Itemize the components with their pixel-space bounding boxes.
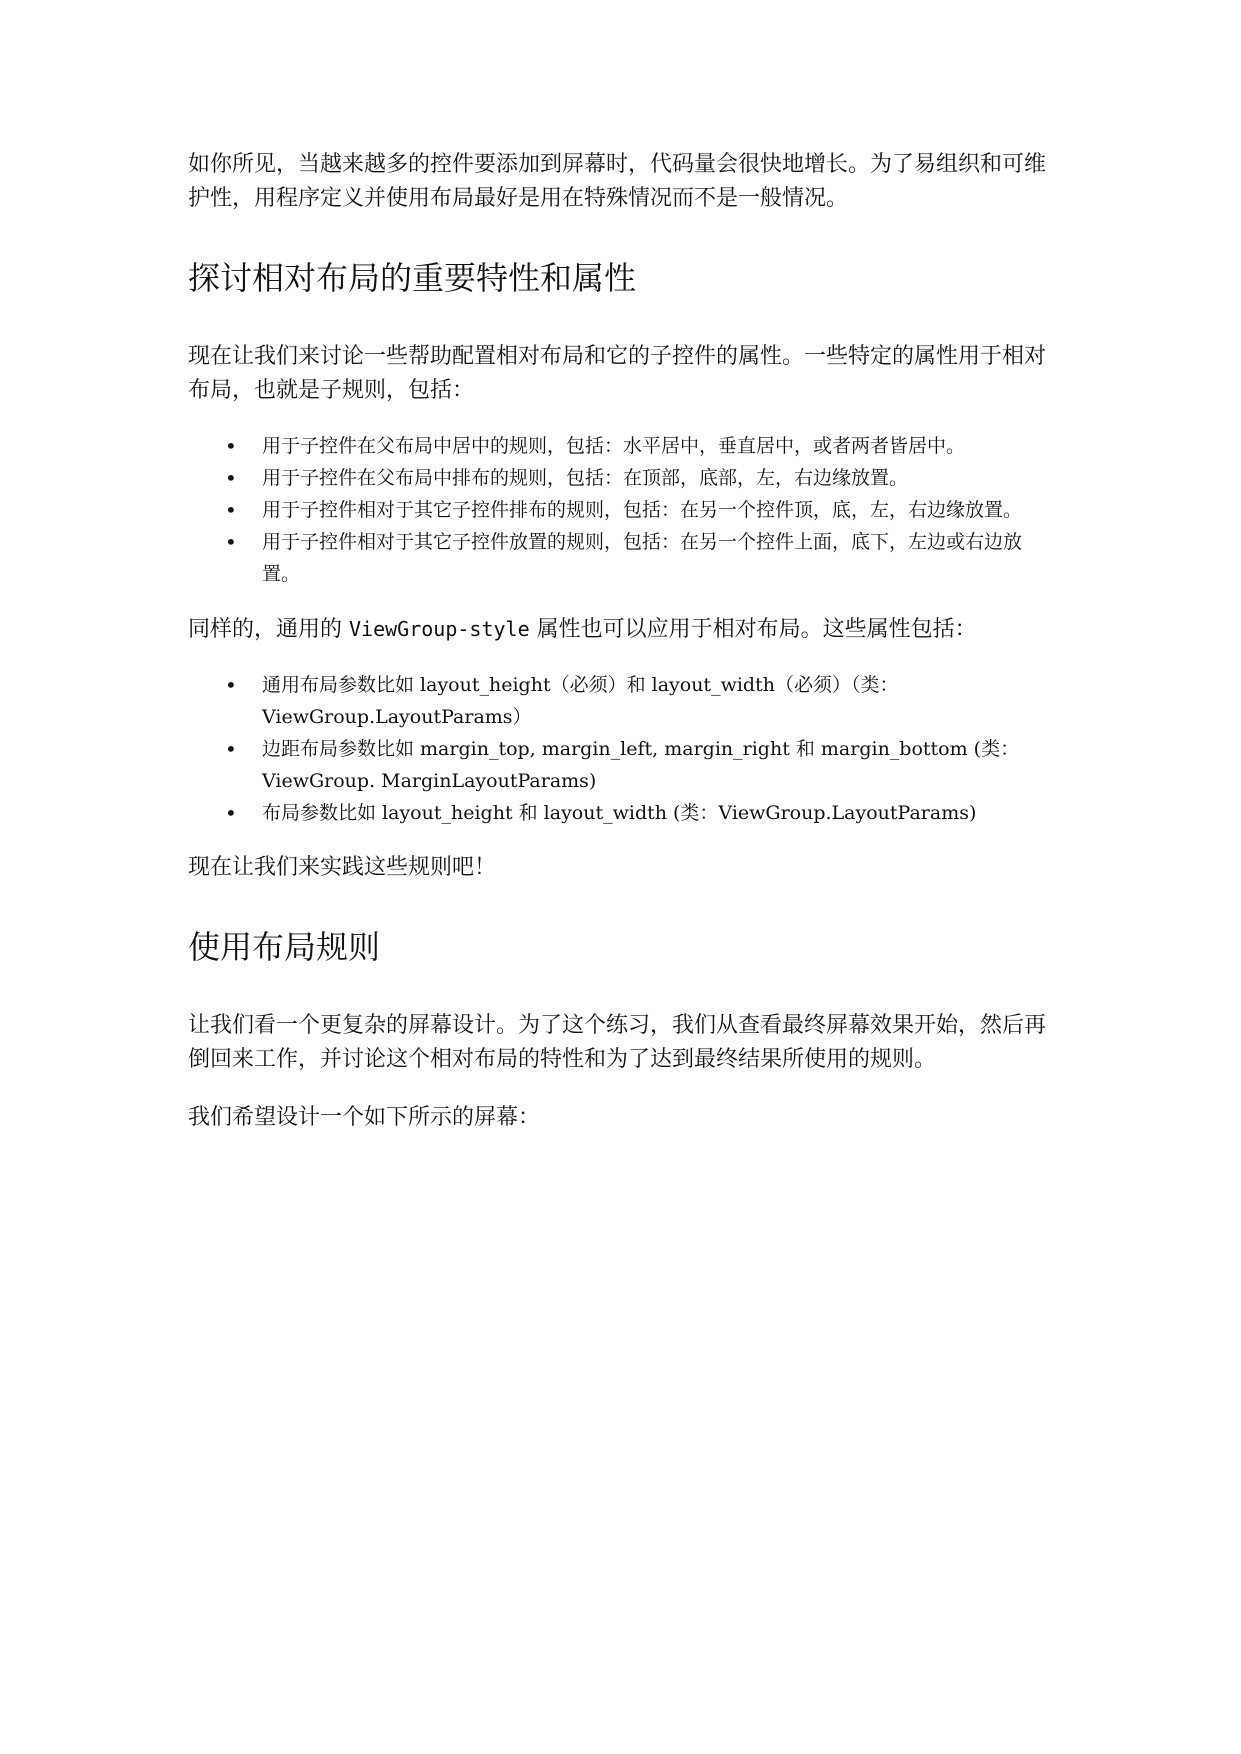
target-screen-paragraph: 我们希望设计一个如下所示的屏幕： [188,1105,541,1130]
paragraph-text: 属性也可以应用于相对布局。这些属性包括： [529,617,977,642]
list-item: • 通用布局参数比如 layout_height（必须）和 layout_width（必须）（类：ViewGroup.LayoutParams） [262,669,1058,733]
paragraph-text: 同样的，通用的 [188,617,349,642]
viewgroup-style-paragraph [188,612,1058,647]
screen-design-paragraph: 让我们看一个更复杂的屏幕设计。为了这个练习，我们从查看最终屏幕效果开始，然后再倒回来工作，并讨论这个相对布局的特性和为了达到最终结果所使用的规则。 [188,1013,1047,1072]
child-rules-intro-paragraph: 现在让我们来讨论一些帮助配置相对布局和它的子控件的属性。一些特定的属性用于相对布局，也就是子规则，包括： [188,344,1047,403]
list-item: • 边距布局参数比如 margin_top, margin_left, margin_right 和 margin_bottom (类：ViewGroup. MarginLayoutParams) [262,733,1058,797]
list-item: • 用于子控件相对于其它子控件排布的规则，包括：在另一个控件顶，底，左，右边缘放置。 [262,494,1058,526]
layout-params-list [188,669,1058,829]
section-heading-using-layout-rules: 使用布局规则 [188,928,381,966]
child-rules-list [188,430,1058,590]
list-item: • 用于子控件在父布局中居中的规则，包括：水平居中，垂直居中，或者两者皆居中。 [262,430,1058,462]
inline-code: ViewGroup-style [349,617,530,641]
intro-paragraph: 如你所见，当越来越多的控件要添加到屏幕时，代码量会很快地增长。为了易组织和可维护性，用程序定义并使用布局最好是用在特殊情况而不是一般情况。 [188,152,1047,211]
list-item: • 用于子控件相对于其它子控件放置的规则，包括：在另一个控件上面，底下，左边或右边放置。 [262,526,1058,590]
list-item: • 用于子控件在父布局中排布的规则，包括：在顶部，底部，左，右边缘放置。 [262,462,1058,494]
practice-paragraph: 现在让我们来实践这些规则吧！ [188,855,497,880]
section-heading-relative-layout-properties: 探讨相对布局的重要特性和属性 [188,259,637,297]
document-page [188,148,1058,1135]
list-item: • 布局参数比如 layout_height 和 layout_width (类：ViewGroup.LayoutParams) [262,797,1058,829]
